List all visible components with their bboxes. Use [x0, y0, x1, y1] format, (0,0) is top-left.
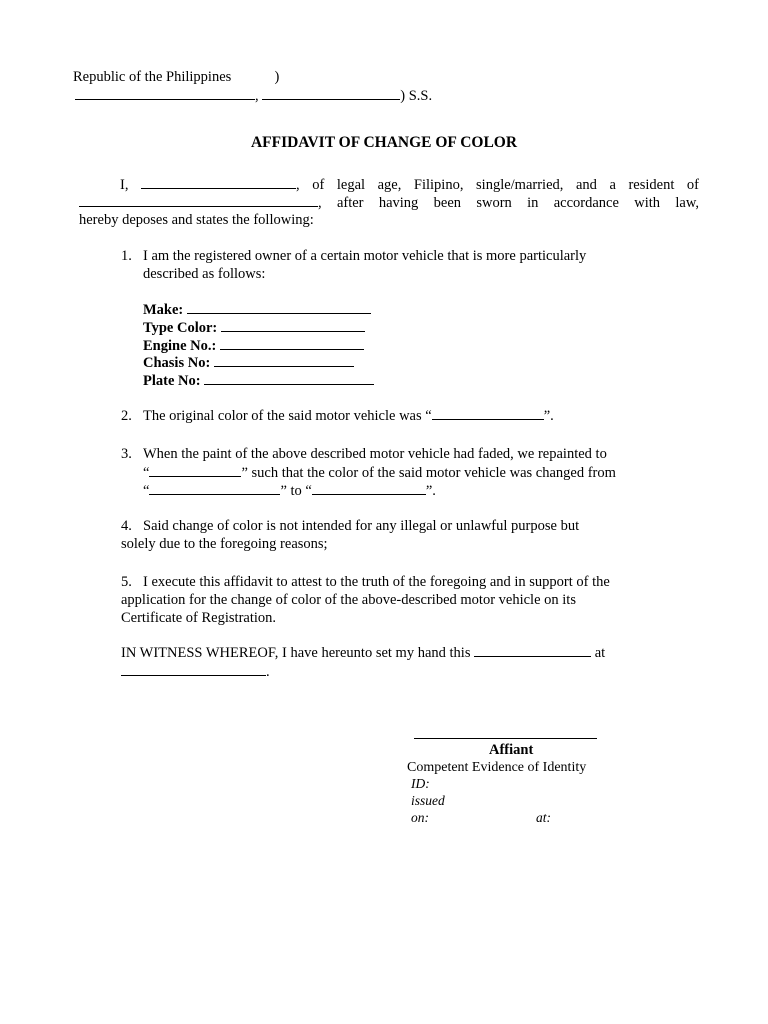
item-5-line-3: Certificate of Registration.: [121, 610, 277, 626]
repaint-color-blank[interactable]: [149, 463, 241, 477]
province-blank[interactable]: [75, 86, 255, 100]
make-label: Make:: [143, 302, 184, 318]
item-2: [121, 406, 554, 425]
item-3-line-1: [121, 445, 607, 463]
chasis-no-blank[interactable]: [214, 353, 354, 367]
at-label: at:: [536, 810, 551, 825]
document-title: AFFIDAVIT OF CHANGE OF COLOR: [250, 134, 518, 151]
intro-line-2-text: , after having been sworn in accordance with law,: [318, 195, 699, 211]
item-2-end: ”.: [543, 408, 554, 424]
item-5-text: I execute this affidavit to attest to the truth of the foregoing and in support of the: [143, 574, 610, 590]
witness-line-2: [121, 662, 270, 681]
to-text: ” to “: [280, 483, 312, 499]
republic-text: Republic of the Philippines: [73, 69, 232, 85]
item-1-line-1: [121, 247, 586, 265]
item-3-quote-open: “: [143, 465, 150, 481]
item-1-text: I am the registered owner of a certain motor vehicle that is more particularly: [143, 248, 587, 264]
affiant-name-blank[interactable]: [141, 175, 296, 189]
witness-place-blank[interactable]: [121, 662, 266, 676]
witness-at: at: [594, 645, 606, 661]
id-label: ID:: [411, 776, 430, 791]
intro-line-1-text: , of legal age, Filipino, single/married, and a resident of: [296, 177, 699, 193]
from-color-blank[interactable]: [149, 481, 280, 495]
competent-evidence-label: Competent Evidence of Identity: [407, 760, 587, 775]
item-3-line-2: [143, 463, 616, 482]
city-blank[interactable]: [262, 86, 400, 100]
item-3-line-3: [143, 481, 436, 500]
header-paren: ): [274, 69, 280, 85]
item-4-number: 4.: [121, 518, 132, 534]
witness-text: IN WITNESS WHEREOF, I have hereunto set my hand this: [121, 645, 471, 661]
item-4-text: Said change of color is not intended for any illegal or unlawful purpose but: [143, 518, 580, 534]
intro-i: I,: [120, 177, 129, 193]
item-5-number: 5.: [121, 574, 132, 590]
item-1-line-2: described as follows:: [143, 266, 266, 282]
intro-line-1: [79, 175, 699, 194]
item-3-text: When the paint of the above described motor vehicle had faded, we repainted to: [143, 446, 607, 462]
plate-no-field: [143, 371, 374, 390]
make-blank[interactable]: [187, 300, 371, 314]
from-quote-open: “: [143, 483, 150, 499]
signature-line[interactable]: [414, 738, 597, 739]
item-4-line-1: [121, 517, 579, 535]
intro-line-3: hereby deposes and states the following:: [79, 212, 314, 228]
original-color-blank[interactable]: [432, 406, 544, 420]
item-3-number: 3.: [121, 446, 132, 462]
engine-no-label: Engine No.:: [143, 338, 217, 354]
venue-line: [75, 86, 432, 105]
engine-no-blank[interactable]: [220, 336, 364, 350]
intro-line-2: [79, 193, 699, 212]
witness-period: .: [266, 664, 270, 680]
residence-blank[interactable]: [79, 193, 318, 207]
issued-label: issued: [411, 793, 445, 808]
ss-text: ) S.S.: [400, 88, 433, 104]
item-4-line-2: solely due to the foregoing reasons;: [121, 536, 328, 552]
plate-no-label: Plate No:: [143, 373, 201, 389]
type-color-field: [143, 318, 365, 337]
item-1-number: 1.: [121, 248, 132, 264]
to-color-blank[interactable]: [312, 481, 426, 495]
item-2-number: 2.: [121, 408, 132, 424]
type-color-label: Type Color:: [143, 320, 218, 336]
item-3-line-2-text: ” such that the color of the said motor vehicle was changed from: [241, 465, 616, 481]
witness-date-blank[interactable]: [474, 643, 591, 657]
item-2-text: The original color of the said motor vehicle was “: [143, 408, 432, 424]
plate-no-blank[interactable]: [204, 371, 374, 385]
type-color-blank[interactable]: [221, 318, 365, 332]
chasis-no-label: Chasis No:: [143, 355, 211, 371]
item-5-line-1: [121, 573, 610, 591]
chasis-no-field: [143, 353, 354, 372]
item-5-line-2: application for the change of color of the above-described motor vehicle on its: [121, 592, 576, 608]
item-3-end: ”.: [425, 483, 436, 499]
venue-comma: ,: [255, 88, 259, 104]
affiant-label: Affiant: [489, 742, 534, 758]
republic-line: [73, 68, 279, 86]
on-label: on:: [411, 810, 429, 825]
make-field: [143, 300, 371, 319]
witness-line-1: [121, 643, 605, 662]
